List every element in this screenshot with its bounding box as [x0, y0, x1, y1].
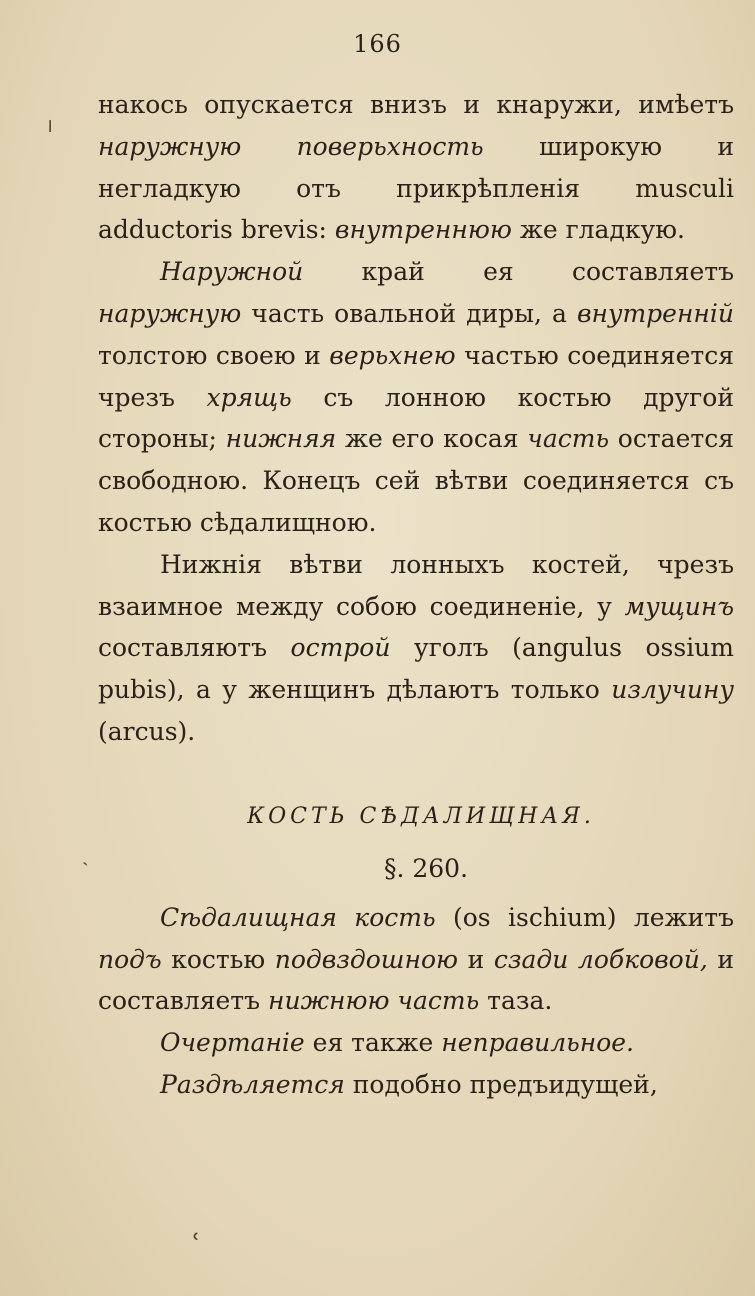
text-run: широкую и негладкую отъ прикрѣпленія musculi adductoris brevis:: [98, 131, 734, 245]
text-run: часть овальной диры, а: [241, 298, 577, 328]
italic-text: сзади лобковой,: [493, 944, 708, 974]
italic-text: наружную поверьхность: [98, 131, 484, 161]
text-run: съ лонною костью другой стороны;: [98, 382, 734, 454]
text-run: костью: [161, 944, 275, 974]
italic-text: подъ: [98, 944, 162, 974]
italic-text: внутреннюю: [334, 215, 512, 245]
text-run: ея также: [304, 1028, 442, 1058]
text-run: край ея составляетъ: [303, 257, 734, 287]
text-run: же гладкую.: [511, 215, 685, 245]
italic-text: наружную: [98, 298, 242, 328]
text-run: остается свободною. Конецъ сей вѣтви соединяется съ костью сѣдалищною.: [98, 424, 734, 537]
paragraph-5: [98, 1022, 734, 1064]
text-run: Нижнія вѣтви лонныхъ костей, чрезъ взаимное между собою соединеніе, у: [98, 549, 734, 621]
page-number: 166: [353, 30, 402, 58]
paragraph-1: [98, 84, 734, 251]
italic-text: подвздошною: [274, 944, 459, 974]
italic-text: Наружной: [160, 257, 304, 287]
margin-mark: ʿ: [192, 1228, 201, 1261]
italic-text: верьхнею: [329, 340, 456, 370]
italic-text: острой: [290, 633, 391, 663]
text-run: подобно предъидущей,: [344, 1069, 658, 1099]
text-run: составляютъ: [98, 633, 291, 663]
section-number: §. 260.: [383, 853, 469, 883]
text-run: таза.: [479, 986, 553, 1016]
section-heading: КОСТЬ СѢДАЛИЩНАЯ.: [247, 803, 595, 829]
page-text: [98, 84, 734, 1106]
italic-text: Раздѣляется: [160, 1069, 345, 1099]
paragraph-6: [98, 1064, 734, 1106]
italic-text: внутренній: [576, 298, 734, 328]
text-run: толстою своею и: [98, 340, 330, 370]
italic-text: неправильное.: [441, 1028, 634, 1058]
text-run: же его косая: [336, 424, 528, 454]
text-run: накось опускается внизъ и кнаружи, имѣетъ: [98, 90, 734, 119]
paragraph-4: [98, 897, 734, 1022]
margin-mark: ╷: [44, 108, 57, 132]
italic-text: часть: [527, 424, 610, 454]
italic-text: хрящь: [206, 382, 292, 412]
text-run: частью соединяется чрезъ: [98, 340, 734, 412]
text-run: (arcus).: [98, 716, 196, 746]
text-run: и составляетъ: [98, 944, 735, 1016]
text-run: уголъ (angulus ossium pubis), а у женщинъ дѣлаютъ только: [98, 633, 734, 705]
italic-text: мущинъ: [624, 591, 734, 621]
text-run: и: [458, 944, 494, 974]
text-run: (os ischium) лежитъ: [435, 902, 734, 932]
paragraph-3: [98, 544, 734, 753]
italic-text: излучину: [611, 675, 734, 705]
italic-text: Сѣдалищная кость: [160, 902, 436, 932]
italic-text: нижнюю часть: [268, 986, 480, 1016]
italic-text: Очертаніе: [160, 1028, 305, 1058]
margin-mark: ˎ: [82, 842, 89, 866]
paragraph-2: [98, 251, 734, 544]
italic-text: нижняя: [225, 424, 337, 454]
